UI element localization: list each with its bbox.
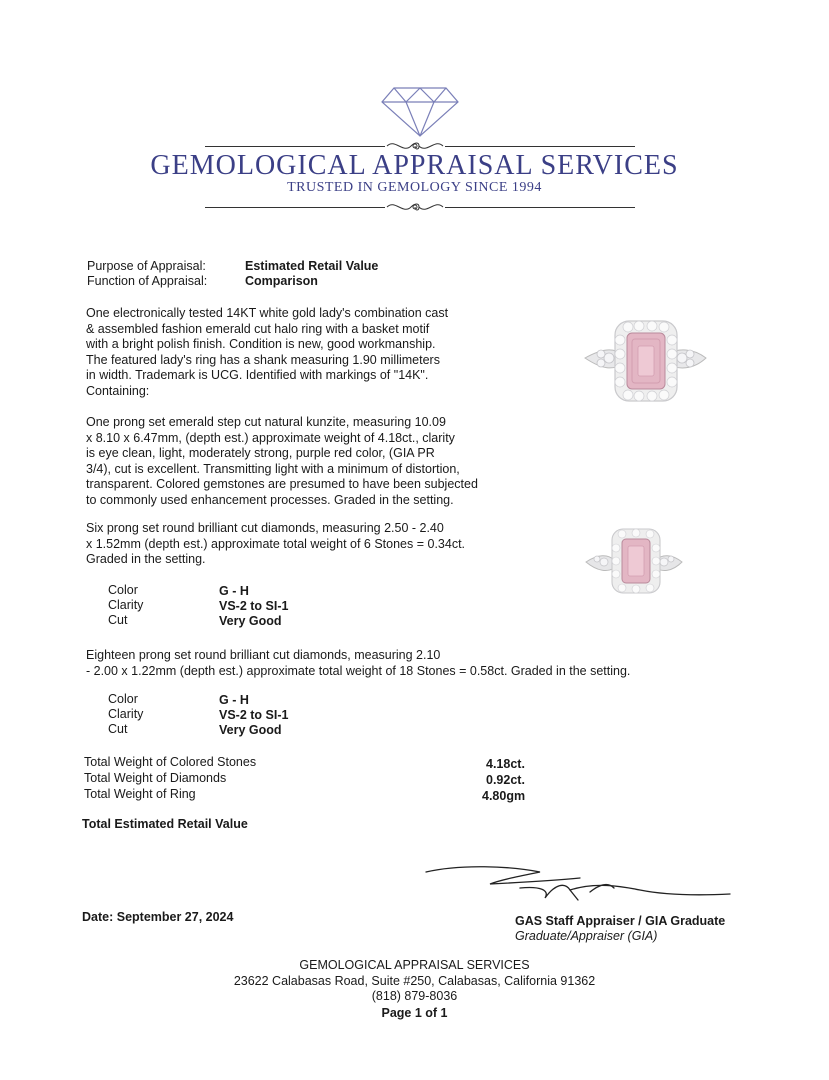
bottom-divider <box>205 207 385 208</box>
ring-photo-top <box>583 318 708 408</box>
footer-phone: (818) 879-8036 <box>371 989 458 1003</box>
grade-label: Cut <box>108 613 128 627</box>
center-stone-line: One prong set emerald step cut natural kunzite, measuring 10.09 <box>86 415 446 429</box>
ring-photo-angle <box>584 526 684 598</box>
diamonds-1-line: x 1.52mm (depth est.) approximate total weight of 6 Stones = 0.34ct. <box>86 536 466 551</box>
grade-label: Clarity <box>108 707 144 721</box>
purpose-value: Estimated Retail Value <box>245 259 379 273</box>
diamonds-1-line: Six prong set round brilliant cut diamonds, measuring 2.50 - 2.40 <box>86 521 444 535</box>
grade-value: VS-2 to SI-1 <box>219 599 289 613</box>
grade-label: Clarity <box>108 598 144 612</box>
diamonds-1-line: Graded in the setting. <box>86 552 206 567</box>
total-label: Total Weight of Ring <box>84 787 196 801</box>
company-name: GEMOLOGICAL APPRAISAL SERVICES <box>150 150 679 181</box>
grade-label: Color <box>108 583 138 597</box>
flourish-icon <box>385 199 445 215</box>
description-line: Containing: <box>86 383 150 398</box>
signature-mark <box>420 860 740 910</box>
total-value: 4.80gm <box>482 789 526 803</box>
total-value: 0.92ct. <box>486 773 525 787</box>
purpose-label: Purpose of Appraisal: <box>87 259 206 273</box>
signer-subtitle: Graduate/Appraiser (GIA) <box>515 929 658 943</box>
top-divider <box>205 146 385 147</box>
center-stone-line: is eye clean, light, moderately strong, purple red color, (GIA PR <box>86 446 435 461</box>
diamonds-2-description <box>86 648 630 679</box>
grade-label: Color <box>108 692 138 706</box>
center-stone-description <box>86 415 478 509</box>
center-stone-line: transparent. Colored gemstones are presumed to have been subjected <box>86 477 478 492</box>
total-label: Total Weight of Colored Stones <box>84 755 257 769</box>
center-stone-line: to commonly used enhancement processes. Graded in the setting. <box>86 492 454 507</box>
description-line: The featured lady's ring has a shank measuring 1.90 millimeters <box>86 352 440 367</box>
grade-label: Cut <box>108 722 128 736</box>
bottom-divider <box>445 207 635 208</box>
diamonds-2-line: - 2.00 x 1.22mm (depth est.) approximate total weight of 18 Stones = 0.58ct. Graded in the setting. <box>86 663 631 678</box>
description-line: One electronically tested 14KT white gold lady's combination cast <box>86 306 449 320</box>
footer-address: 23622 Calabasas Road, Suite #250, Calabasas, California 91362 <box>233 974 596 988</box>
grade-value: Very Good <box>219 723 282 737</box>
total-estimated-value-label: Total Estimated Retail Value <box>82 817 248 831</box>
grade-value: VS-2 to SI-1 <box>219 708 289 722</box>
description-line: & assembled fashion emerald cut halo ring with a basket motif <box>86 321 430 336</box>
function-value: Comparison <box>245 274 318 288</box>
diamonds-1-description <box>86 521 465 568</box>
center-stone-line: 3/4), cut is excellent. Transmitting light with a minimum of distortion, <box>86 461 460 476</box>
grade-value: Very Good <box>219 614 282 628</box>
total-value: 4.18ct. <box>486 757 525 771</box>
grade-value: G - H <box>219 693 249 707</box>
total-label: Total Weight of Diamonds <box>84 771 227 785</box>
grade-value: G - H <box>219 584 249 598</box>
appraisal-date: Date: September 27, 2024 <box>82 910 234 924</box>
function-label: Function of Appraisal: <box>87 274 208 288</box>
footer-company: GEMOLOGICAL APPRAISAL SERVICES <box>299 958 530 972</box>
signer-title: GAS Staff Appraiser / GIA Graduate <box>515 914 726 928</box>
company-tagline: TRUSTED IN GEMOLOGY SINCE 1994 <box>287 180 542 195</box>
page-number: Page 1 of 1 <box>381 1006 448 1020</box>
top-divider <box>445 146 635 147</box>
center-stone-line: x 8.10 x 6.47mm, (depth est.) approximate weight of 4.18ct., clarity <box>86 430 455 445</box>
description-line: with a bright polish finish. Condition is new, good workmanship. <box>86 337 436 352</box>
diamond-logo-icon <box>380 80 460 140</box>
diamonds-2-line: Eighteen prong set round brilliant cut diamonds, measuring 2.10 <box>86 648 441 662</box>
description-line: in width. Trademark is UCG. Identified with markings of "14K". <box>86 368 429 383</box>
ring-description <box>86 306 448 400</box>
